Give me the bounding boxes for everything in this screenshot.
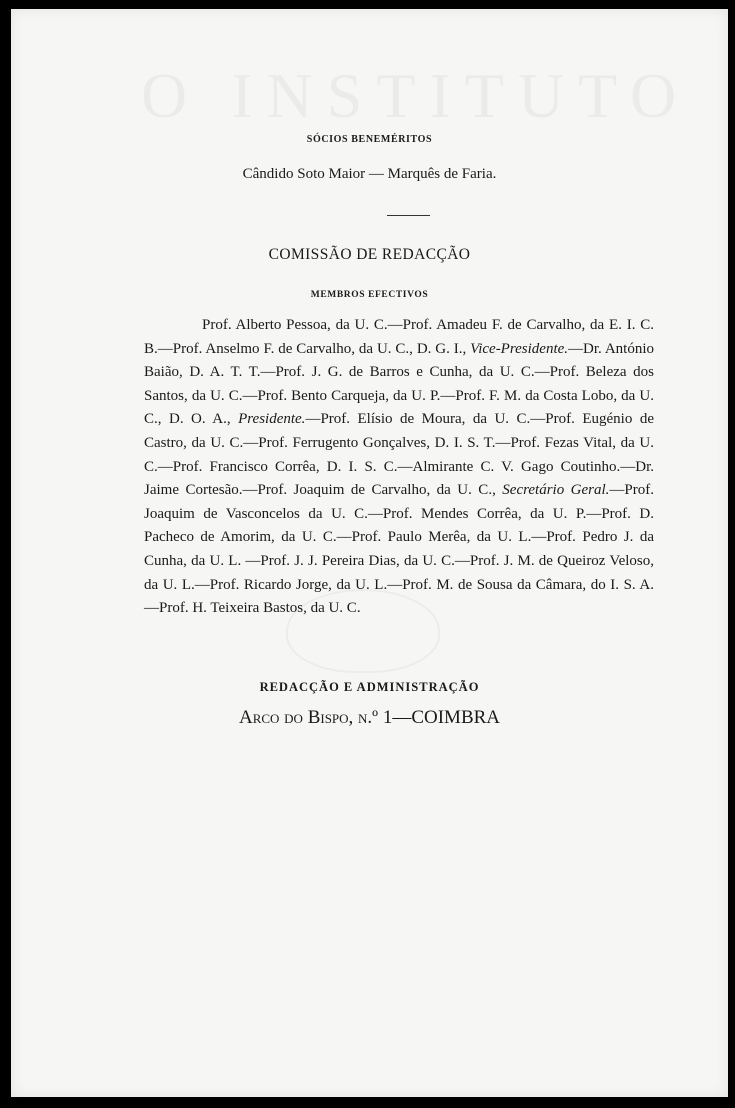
members-paragraph [144, 314, 654, 621]
membros-heading: MEMBROS EFECTIVOS [310, 290, 429, 300]
members-text-segment: Prof. Alberto Pessoa, da U. C.—Prof. Amadeu F. de Carvalho, da E. I. C. B.—Prof. Anselmo F. de Carvalho, da U. C., D. G. I., [144, 317, 654, 357]
role-vice-presidente: Vice-Presidente. [470, 340, 569, 357]
bleed-through-watermark [141, 59, 690, 133]
comissao-title: COMISSÃO DE REDACÇÃO [268, 246, 471, 263]
members-text-segment: —Prof. Elísio de Moura, da U. C.—Prof. Eugénio de Castro, da U. C.—Prof. Ferrugento Gonçalves, D. I. S. T.—Prof. Fezas Vital, da U. C.—Prof. Francisco Corrêa, D. I. S. C.—Almirante C. V. Gago Coutinho.—Dr. Jaime Cortesão.—Prof. Joaquim de Carvalho, da U. C., [144, 411, 654, 499]
members-text-segment: —Dr. António Baião, D. A. T. T.—Prof. J. G. de Barros e Cunha, da U. C.—Prof. Beleza dos Santos, da U. C.—Prof. Bento Carqueja, da U. P.—Prof. F. M. da Costa Lobo, da U. C., D. O. A., [144, 340, 655, 428]
address-line: Arco do Bispo, n.º 1—COIMBRA [238, 707, 501, 728]
socios-names: Cândido Soto Maior — Marquês de Faria. [242, 166, 497, 182]
redaccao-heading: REDACÇÃO E ADMINISTRAÇÃO [259, 680, 480, 694]
document-page [11, 9, 728, 1097]
role-secretario-geral: Secretário Geral. [502, 482, 610, 499]
role-presidente: Presidente. [238, 411, 306, 428]
socios-heading: SÓCIOS BENEMÉRITOS [306, 134, 433, 145]
section-divider [387, 215, 430, 216]
members-text-segment: —Prof. Joaquim de Vasconcelos da U. C.—Prof. Mendes Corrêa, da U. P.—Prof. D. Pacheco de Amorim, da U. C.—Prof. Paulo Merêa, da U. L.—Prof. Pedro J. da Cunha, da U. L. —Prof. J. J. Pereira Dias, da U. C.—Prof. J. M. de Queiroz Veloso, da U. L.—Prof. Ricardo Jorge, da U. L.—Prof. M. de Sousa da Câmara, do I. S. A.—Prof. H. Teixeira Bastos, da U. C. [144, 482, 655, 617]
